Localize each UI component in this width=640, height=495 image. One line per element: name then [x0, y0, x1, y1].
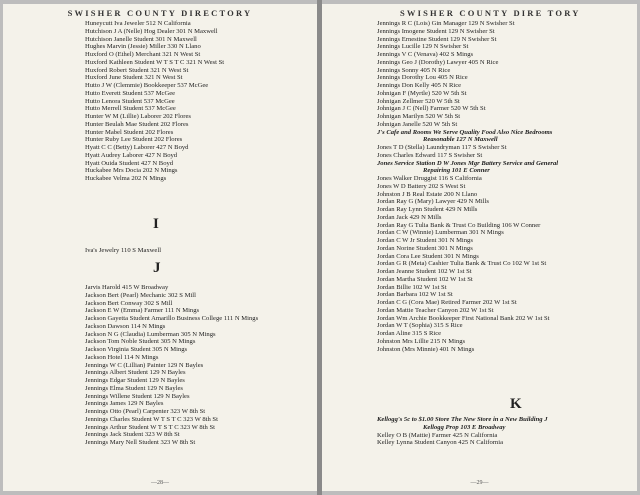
entry: Hunter W M (Lillie) Laborer 202 Flores: [85, 113, 191, 120]
entry: Jordan W T (Sophia) 315 S Rice: [377, 322, 463, 330]
entry: Jennings Jack Student 323 W 8th St: [85, 431, 180, 439]
entry: Jordan Aline 315 S Rice: [377, 330, 442, 337]
right-running-header: SWISHER COUNTY DIRE TORY: [400, 8, 581, 18]
entry: Jennings Imogene Student 129 N Swisher St: [377, 27, 495, 35]
entry: Jordan Ray G Tulia Bank & Trust Co Building 106 W Conner: [377, 221, 541, 229]
entries-j-continued: [377, 20, 633, 353]
entry: Jennings Elma Student 129 N Bayles: [85, 384, 183, 392]
entries-k: [377, 416, 633, 447]
entry: Hunter Ruby Lee Student 202 Flores: [85, 136, 183, 144]
entry-advertisement: Reasonable 127 N Maxwell: [423, 136, 498, 144]
entry: Iva's Jewelry 110 S Maxwell: [85, 247, 162, 254]
entry: Hutchison Janelle Student 301 N Maxwell: [85, 35, 197, 43]
entry: Kelley Lynna Student Canyon 425 N California: [377, 439, 503, 447]
entry: Jordan Wm Archie Bookkeeper First National Bank 202 W 1st St: [377, 314, 550, 322]
entry: Johnston (Mrs Minnie) 401 N Mings: [377, 345, 475, 353]
entry: Jordan Norine Student 301 N Mings: [377, 244, 473, 252]
entry: Jordan Mattie Teacher Canyon 202 W 1st St: [377, 306, 494, 314]
entry: Jones Charles Edward 117 S Swisher St: [377, 151, 483, 159]
entry: Jordan Billie 102 W 1st St: [377, 283, 447, 291]
entry-advertisement: Kellogg Prop 103 E Broadway: [423, 423, 506, 431]
entry: Jackson Tom Noble Student 305 N Mings: [85, 338, 196, 346]
entry: Huckabee Velma 202 N Mings: [85, 175, 167, 182]
entry: Jordan Martha Student 102 W 1st St: [377, 275, 473, 283]
entry: Huxford Robert Student 321 N West St: [85, 66, 189, 74]
entry: Hutto J W (Clemmie) Bookkeeper 537 McGee: [85, 82, 209, 89]
left-page: [3, 4, 317, 491]
entry: Jarvis Harold 415 W Broadway: [85, 284, 169, 291]
entry: Jackson Dawson 114 N Mings: [85, 322, 166, 330]
entry: Jackson Bert Conway 302 S Mill: [85, 299, 173, 307]
entry: Jennings Geo J (Dorothy) Lawyer 405 N Rice: [377, 58, 499, 66]
entry: Jordan Cora Lee Student 301 N Mings: [377, 252, 479, 260]
entry: Jordan C W (Winnie) Lumberman 301 N Mings: [377, 229, 504, 237]
section-letter-i: I: [153, 216, 159, 232]
entry: Hunter Beulah Mae Student 202 Flores: [85, 120, 189, 128]
entries-j: [85, 284, 313, 447]
entry: Johnigan Zellmer 520 W 5th St: [377, 97, 460, 105]
entry: Hughes Marvin (Jessie) Miller 330 N Llano: [85, 43, 201, 51]
entry: Jennings V C (Venava) 402 S Mings: [377, 51, 474, 58]
entry: Jordan G R (Meta) Cashier Tulia Bank & Trust Co 102 W 1st St: [377, 260, 547, 268]
entry: Jennings W C (Lillian) Painter 129 N Bayles: [85, 361, 204, 369]
entry: Jennings Arthur Student W T S T C 323 W 8th St: [85, 423, 216, 431]
entry: Jennings Charles Student W T S T C 323 W 8th St: [85, 415, 218, 423]
entry: Huckabee Mrs Docia 202 N Mings: [85, 167, 178, 175]
entry: Jennings Dorothy Lou 405 N Rice: [377, 74, 468, 82]
entry: Jackson N G (Claudia) Lumberman 305 N Mings: [85, 330, 216, 338]
page-number: —28—: [151, 480, 169, 486]
entry: Hunter Mabel Student 202 Flores: [85, 128, 174, 136]
entry: Jackson Hotel 114 N Mings: [85, 353, 159, 361]
entry: Jordan C W Jr Student 301 N Mings: [377, 237, 473, 244]
entry: Huxford June Student 321 N West St: [85, 74, 183, 82]
entry: Jennings James 129 N Bayles: [85, 400, 164, 408]
section-letter-k: K: [510, 396, 522, 412]
entry: Jones Walker Druggist 116 S California: [377, 175, 482, 182]
entry: Jennings Edgar Student 129 N Bayles: [85, 377, 185, 384]
entry: Jackson Virginia Student 305 N Mings: [85, 346, 188, 353]
entry: Jones T D (Stella) Laundryman 117 S Swisher St: [377, 144, 507, 151]
entry: Johnston J B Real Estate 200 N Llano: [377, 190, 478, 198]
entry-advertisement: Jones Service Station D W Jones Mgr Battery Service and General: [377, 159, 559, 167]
entry: Huneycutt Iva Jeweler 512 N California: [85, 20, 191, 27]
entry: Jennings Albert Student 129 N Bayles: [85, 369, 186, 377]
entry: Jennings Don Kelly 405 N Rice: [377, 82, 462, 89]
entry: Jordan Jack 429 N Mills: [377, 213, 442, 221]
entry: Jordan C G (Cora Mae) Retired Farmer 202 W 1st St: [377, 299, 517, 306]
right-page: [322, 4, 637, 491]
section-letter-j: J: [153, 260, 161, 276]
entries-i: [85, 247, 313, 255]
entry: Jackson Gayetta Student Amarillo Business College 111 N Mings: [85, 315, 259, 322]
entry: Hutto Lenora Student 537 McGee: [85, 97, 175, 105]
entry: Jordan Ray G (Mary) Lawyer 429 N Mills: [377, 198, 489, 206]
entry: Jennings Mary Nell Student 323 W 8th St: [85, 439, 196, 446]
entry: Jones W D Battery 202 S West St: [377, 182, 466, 190]
entry-advertisement: Repairing 101 E Conner: [423, 167, 490, 175]
entry: Hyatt Ouida Student 427 N Boyd: [85, 159, 174, 167]
entry: Jennings Ernestine Student 129 N Swisher St: [377, 35, 497, 43]
page-number: —29—: [470, 480, 489, 486]
entry: Huxford Kathleen Student W T S T C 321 N West St: [85, 58, 225, 66]
entry: Johnigan Marilyn 520 W 5th St: [377, 113, 461, 120]
entries-h: [85, 20, 313, 183]
entry: Johnigan J C (Nell) Farmer 520 W 5th St: [377, 105, 486, 113]
entry: Hutto Everett Student 537 McGee: [85, 89, 176, 97]
entry: Jordan Barbara 102 W 1st St: [377, 291, 453, 299]
entry: Johnston Mrs Lillie 215 N Mings: [377, 337, 466, 345]
entry: Jennings Sonny 405 N Rice: [377, 66, 451, 74]
entry: Jennings Otto (Pearl) Carpenter 323 W 8th St: [85, 408, 206, 415]
entry: Hutto Merrell Student 537 McGee: [85, 105, 176, 113]
entry: Huxford O (Ethel) Merchant 321 N West St: [85, 51, 201, 58]
entry: Johnigan F (Myrtle) 520 W 5th St: [377, 89, 467, 97]
entry: Jackson E W (Emma) Farmer 111 N Mings: [85, 307, 200, 315]
entry-advertisement: Kellogg's 5c to $1.00 Store The New Store in a New Building J: [377, 416, 548, 423]
entry: Hutchison J A (Nelle) Hog Dealer 301 N Maxwell: [85, 27, 218, 35]
entry: Johnigan Janelle 520 W 5th St: [377, 120, 458, 128]
entry: Hyatt C C (Betty) Laborer 427 N Boyd: [85, 144, 189, 151]
entry: Hyatt Audrey Laborer 427 N Boyd: [85, 151, 178, 159]
entry: Jennings R C (Lois) Gin Manager 129 N Swisher St: [377, 20, 515, 27]
entry: Jordan Ray Lynn Student 429 N Mills: [377, 206, 478, 213]
left-running-header: SWISHER COUNTY DIRECTORY: [67, 8, 253, 18]
entry: Jackson Bert (Pearl) Mechanic 302 S Mill: [85, 291, 196, 299]
entry: Jordan Jeanne Student 102 W 1st St: [377, 268, 472, 275]
entry: Kelley O B (Mattie) Farmer 425 N California: [377, 431, 498, 439]
entry: Jennings Willene Student 129 N Bayles: [85, 392, 190, 400]
entry-advertisement: J's Cafe and Rooms We Serve Quality Food Also Nice Bedrooms: [377, 128, 553, 136]
entry: Jennings Lucille 129 N Swisher St: [377, 43, 469, 51]
